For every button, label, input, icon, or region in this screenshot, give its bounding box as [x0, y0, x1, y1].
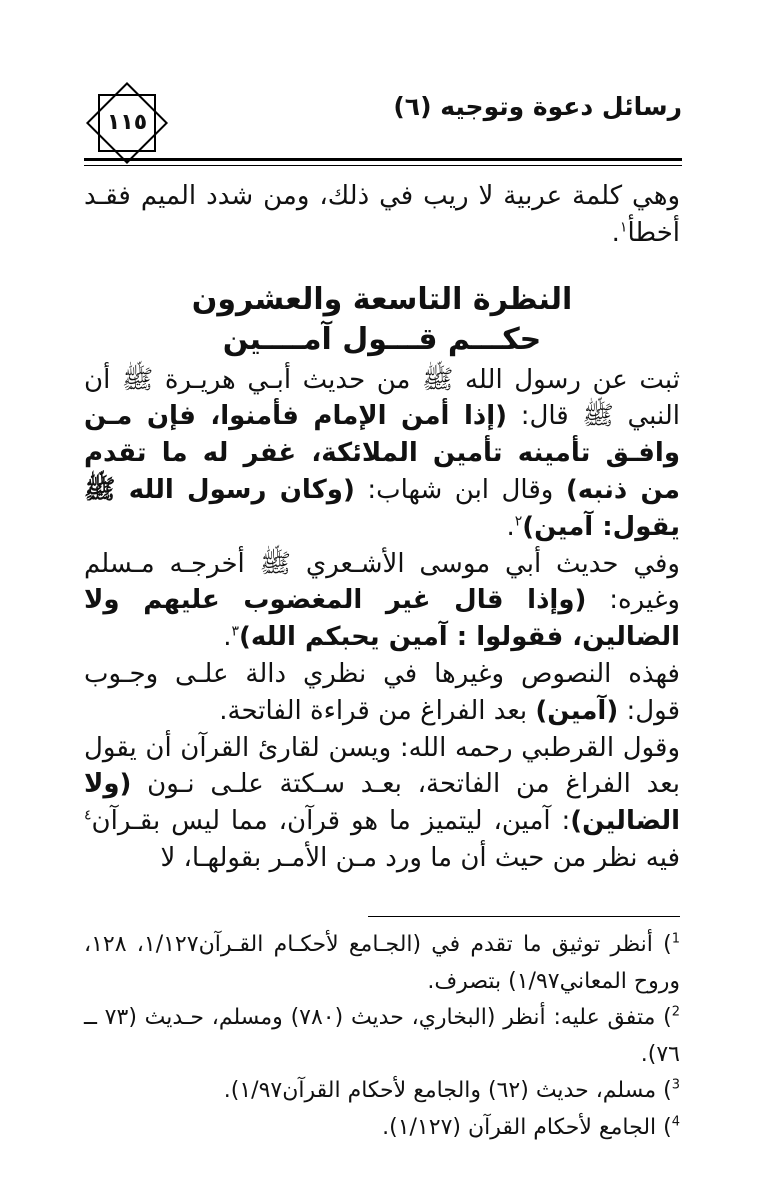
running-title: رسائل دعوة وتوجيه (٦): [393, 92, 682, 121]
page-number-badge: [82, 78, 172, 168]
main-text: [84, 178, 680, 877]
paragraph-4: وقول القرطبي رحمه الله: ويسن لقارئ القرآن أن يقول بعد الفراغ من الفاتحة، بعـد سـكتة علـى نـون (ولا الضالين): آمين، ليتميز ما هو قرآن، مما ليس بقـرآن$^٤$ فيه نظر من حيث أن ما ورد مـن الأمـر بقولهـا، لا: [84, 732, 680, 873]
footnote-ref-3: ٣: [231, 623, 240, 640]
footnote-4: $^4$) الجامع لأحكام القرآن (١/١٢٧).: [382, 1114, 680, 1140]
intro-paragraph: وهي كلمة عربية لا ريب في ذلك، ومن شدد الميم فقـد أخطأ$^١$.: [84, 181, 680, 248]
page-number: ١١٥: [106, 110, 148, 135]
hadith-quote-2: (وكان رسول الله ﷺ يقول: آمين): [84, 474, 680, 542]
paragraph-1: ثبت عن رسول الله ﷺ من حديث أبـي هريـرة ﷺ أن النبي ﷺ قال: (إذا أمن الإمام فأمنوا، فإن مـن وافـق تأمينه تأمين الملائكة، غفر له ما تقدم من ذنبه) وقال ابن شهاب: (وكان رسول الله ﷺ يقول: آمين)$^٢$.: [84, 364, 680, 542]
header-rule-thin: [84, 165, 682, 166]
amin-word: (آمين): [535, 695, 619, 726]
footnote-2: $^2$) متفق عليه: أنظر (البخاري، حديث (٧٨٠) ومسلم، حـديث (٧٣ ــ ٧٦).: [84, 1004, 680, 1067]
hadith-quote-1: (إذا أمن الإمام فأمنوا، فإن مـن وافـق تأمينه تأمين الملائكة، غفر له ما تقدم من ذنبه): [84, 401, 680, 505]
footnotes: [84, 927, 680, 1147]
section-subtitle: حكـــم قـــول آمــــين: [222, 321, 542, 357]
section-title: النظرة التاسعة والعشرون: [191, 281, 573, 317]
footnote-3: $^3$) مسلم، حديث (٦٢) والجامع لأحكام القرآن١/٩٧).: [223, 1078, 680, 1104]
footnote-ref-1: ١: [619, 219, 628, 236]
footnote-1: $^1$) أنظر توثيق ما تقدم في (الجـامع لأحكـام القـرآن١/١٢٧، ١٢٨، وروح المعاني١/٩٧) بتصرف.: [84, 931, 680, 994]
hadith-quote-3: (وإذا قال غير المغضوب عليهم ولا الضالين، فقولوا : آمين يحبكم الله): [84, 585, 680, 653]
paragraph-3: فهذه النصوص وغيرها في نظري دالة علـى وجـوب قول: (آمين) بعد الفراغ من قراءة الفاتحة.: [84, 658, 680, 726]
paragraph-2: وفي حديث أبي موسى الأشـعري ﷺ أخرجـه مـسلم وغيره: (وإذا قال غير المغضوب عليهم ولا الضالين، فقولوا : آمين يحبكم الله)$^٣$.: [84, 548, 680, 653]
quran-quote: (ولا الضالين): [84, 769, 680, 837]
footnote-separator: [368, 916, 680, 917]
footnote-ref-2: ٢: [514, 513, 523, 530]
header-rule-thick: [84, 158, 682, 161]
footnote-ref-4: ٤: [84, 807, 92, 824]
